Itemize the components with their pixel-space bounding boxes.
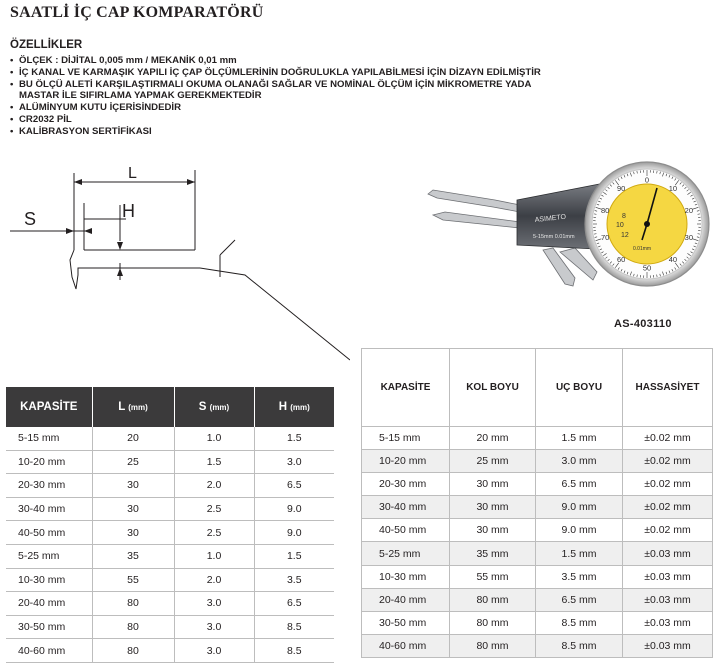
table-cell: 35 — [92, 544, 174, 568]
table-cell: 25 — [92, 450, 174, 474]
dial-number: 20 — [685, 206, 693, 215]
table-cell: 20 mm — [450, 427, 536, 450]
dial-number: 80 — [601, 206, 609, 215]
table-cell: 10-20 mm — [362, 450, 450, 473]
table-cell: 30 mm — [450, 496, 536, 519]
dimensions-table — [6, 387, 334, 663]
dial-number: 60 — [617, 255, 625, 264]
table-row — [362, 588, 713, 611]
table-cell: 8.5 — [254, 615, 334, 639]
dial-inner-label: 8 — [622, 213, 626, 220]
table-row — [6, 474, 334, 498]
table-cell: 30-50 mm — [6, 615, 92, 639]
table-row — [6, 450, 334, 474]
table-cell: 10-20 mm — [6, 450, 92, 474]
table-cell: 8.5 mm — [536, 611, 623, 634]
table-cell: 20-30 mm — [362, 473, 450, 496]
table-row — [362, 519, 713, 542]
table-cell: 25 mm — [450, 450, 536, 473]
dial-inner-label: 12 — [621, 232, 629, 239]
features-list — [10, 55, 570, 138]
table-cell: 10-30 mm — [6, 568, 92, 592]
features-heading: ÖZELLİKLER — [10, 39, 82, 51]
dimension-label-s: S — [24, 209, 36, 229]
dial-small-label: 0.01mm — [633, 246, 651, 252]
table2-header: KOL BOYU — [450, 349, 536, 427]
table-cell: 9.0 — [254, 521, 334, 545]
table-cell: 2.0 — [174, 474, 254, 498]
table-cell: 1.5 — [174, 450, 254, 474]
table-row — [362, 427, 713, 450]
table-cell: 1.5 mm — [536, 542, 623, 565]
table-row — [362, 565, 713, 588]
table-cell: 6.5 — [254, 592, 334, 616]
table-cell: ±0.02 mm — [623, 519, 713, 542]
feature-item: • İÇ KANAL VE KARMAŞIK YAPILI İÇ ÇAP ÖLÇÜMLERİNİN DOĞRULUKLA YAPILABİLMESİ İÇİN DİZAYN EDİLMİŞTİR — [10, 67, 570, 79]
table-cell: 1.0 — [174, 544, 254, 568]
table-cell: 6.5 — [254, 474, 334, 498]
table-row — [6, 521, 334, 545]
table-cell: 80 — [92, 639, 174, 663]
table-cell: 2.0 — [174, 568, 254, 592]
table-cell: ±0.03 mm — [623, 611, 713, 634]
table-cell: 1.5 — [254, 427, 334, 450]
table-cell: 2.5 — [174, 521, 254, 545]
table-cell: 30 — [92, 497, 174, 521]
table-cell: 40-60 mm — [362, 634, 450, 657]
dimension-diagram — [10, 165, 350, 380]
table-row — [6, 639, 334, 663]
feature-item: • KALİBRASYON SERTİFİKASI — [10, 126, 570, 138]
table-cell: 80 mm — [450, 634, 536, 657]
table-row — [6, 568, 334, 592]
table-row — [6, 427, 334, 450]
table-cell: 5-25 mm — [6, 544, 92, 568]
table-cell: 8.5 — [254, 639, 334, 663]
table-cell: ±0.03 mm — [623, 588, 713, 611]
table-cell: 30 — [92, 521, 174, 545]
table2-header: KAPASİTE — [362, 349, 450, 427]
table1-header: S (mm) — [174, 387, 254, 427]
table-cell: ±0.03 mm — [623, 565, 713, 588]
table-cell: 3.5 mm — [536, 565, 623, 588]
dial-number: 30 — [685, 233, 693, 242]
dial-number: 50 — [643, 264, 651, 273]
specifications-table — [361, 348, 713, 658]
table-row — [362, 496, 713, 519]
feature-item: • CR2032 PİL — [10, 114, 570, 126]
table-cell: 5-15 mm — [362, 427, 450, 450]
table-cell: ±0.02 mm — [623, 496, 713, 519]
table-cell: 3.5 — [254, 568, 334, 592]
table-cell: 5-15 mm — [6, 427, 92, 450]
table-cell: 80 mm — [450, 611, 536, 634]
table-cell: 20 — [92, 427, 174, 450]
table1-header: H (mm) — [254, 387, 334, 427]
table-cell: 3.0 — [174, 592, 254, 616]
table-cell: 30-40 mm — [362, 496, 450, 519]
table-cell: 80 — [92, 592, 174, 616]
table-cell: 30-40 mm — [6, 497, 92, 521]
table-cell: 20-30 mm — [6, 474, 92, 498]
table-row — [6, 592, 334, 616]
table1-header: KAPASİTE — [6, 387, 92, 427]
table-cell: 30-50 mm — [362, 611, 450, 634]
page-title: SAATLİ İÇ CAP KOMPARATÖRÜ — [10, 4, 263, 22]
table-cell: 55 mm — [450, 565, 536, 588]
table-cell: 40-60 mm — [6, 639, 92, 663]
brand-label: ASIMETO — [534, 214, 566, 224]
table-cell: ±0.03 mm — [623, 542, 713, 565]
feature-item: • BU ÖLÇÜ ALETİ KARŞILAŞTIRMALI OKUMA OLANAĞI SAĞLAR VE NOMİNAL ÖLÇÜM İÇİN MİKROMETRE YADA MASTAR İLE SIFIRLAMA YAPMAK GEREKMEKTEDİR — [10, 79, 570, 103]
table-cell: 1.5 mm — [536, 427, 623, 450]
table2-header: HASSASİYET — [623, 349, 713, 427]
table-cell: 1.5 — [254, 544, 334, 568]
table-cell: ±0.02 mm — [623, 450, 713, 473]
dimension-label-h: H — [122, 201, 135, 221]
table2-header: UÇ BOYU — [536, 349, 623, 427]
table-cell: 6.5 mm — [536, 588, 623, 611]
table-cell: 1.0 — [174, 427, 254, 450]
table-cell: 30 mm — [450, 519, 536, 542]
table-cell: 8.5 mm — [536, 634, 623, 657]
table-cell: 55 — [92, 568, 174, 592]
table-cell: 30 — [92, 474, 174, 498]
table-cell: 10-30 mm — [362, 565, 450, 588]
range-label: 5-15mm 0.01mm — [533, 234, 575, 240]
dial-number: 0 — [645, 176, 649, 185]
table-cell: 5-25 mm — [362, 542, 450, 565]
table-cell: 3.0 — [254, 450, 334, 474]
table-cell: 35 mm — [450, 542, 536, 565]
product-image — [425, 160, 710, 315]
table-row — [6, 544, 334, 568]
table-cell: 6.5 mm — [536, 473, 623, 496]
table-cell: 20-40 mm — [362, 588, 450, 611]
table-cell: ±0.02 mm — [623, 427, 713, 450]
table1-header: L (mm) — [92, 387, 174, 427]
table-cell: 2.5 — [174, 497, 254, 521]
table-cell: 3.0 — [174, 615, 254, 639]
table-cell: 9.0 mm — [536, 519, 623, 542]
table-row — [362, 542, 713, 565]
table-cell: ±0.02 mm — [623, 473, 713, 496]
table-cell: 80 — [92, 615, 174, 639]
table-row — [6, 497, 334, 521]
feature-item: • ÖLÇEK : DİJİTAL 0,005 mm / MEKANİK 0,01 mm — [10, 55, 570, 67]
table-cell: 9.0 mm — [536, 496, 623, 519]
dial-number: 90 — [617, 184, 625, 193]
table-cell: 40-50 mm — [6, 521, 92, 545]
table-cell: 3.0 mm — [536, 450, 623, 473]
table-cell: 80 mm — [450, 588, 536, 611]
dial-number: 40 — [669, 255, 677, 264]
feature-item: • ALÜMİNYUM KUTU İÇERİSİNDEDİR — [10, 102, 570, 114]
table-cell: 40-50 mm — [362, 519, 450, 542]
table-cell: ±0.03 mm — [623, 634, 713, 657]
table-cell: 3.0 — [174, 639, 254, 663]
model-code: AS-403110 — [614, 318, 672, 330]
table-row — [6, 615, 334, 639]
dial-number: 70 — [601, 233, 609, 242]
dial-inner-label: 10 — [616, 222, 624, 229]
table-cell: 20-40 mm — [6, 592, 92, 616]
table-cell: 9.0 — [254, 497, 334, 521]
dial-number: 10 — [669, 184, 677, 193]
dimension-label-l: L — [128, 165, 137, 182]
table-cell: 30 mm — [450, 473, 536, 496]
table-row — [362, 450, 713, 473]
table-row — [362, 473, 713, 496]
table-row — [362, 611, 713, 634]
